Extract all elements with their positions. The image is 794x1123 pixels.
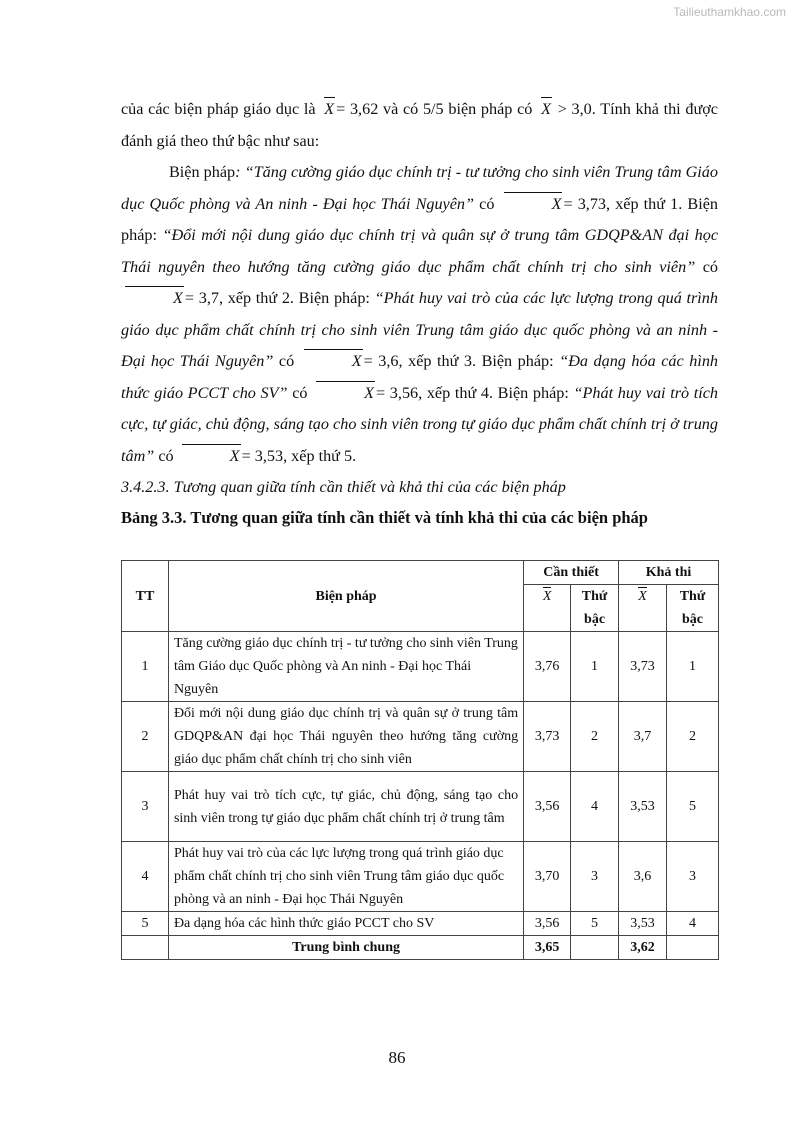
table-row xyxy=(122,632,719,702)
paragraph-2 xyxy=(121,157,718,472)
row-fea-rank: 2 xyxy=(666,702,718,772)
row-fea: 3,6 xyxy=(619,842,667,912)
row-nec-rank: 2 xyxy=(571,702,619,772)
row-nec: 3,70 xyxy=(524,842,571,912)
measure-3-value: = 3,6, xếp thứ 3. Biện pháp: xyxy=(363,352,560,370)
row-tt: 3 xyxy=(122,772,169,842)
total-nec: 3,65 xyxy=(524,936,571,960)
row-fea: 3,53 xyxy=(619,912,667,936)
p2-tail: có xyxy=(273,352,300,370)
row-fea-rank: 3 xyxy=(666,842,718,912)
row-fea-rank: 1 xyxy=(666,632,718,702)
header-nec-mean xyxy=(524,585,571,632)
x-bar-symbol: X xyxy=(543,585,552,608)
row-fea: 3,53 xyxy=(619,772,667,842)
total-nec-rank-empty xyxy=(571,936,619,960)
x-bar-symbol: X xyxy=(180,441,242,473)
table-row xyxy=(122,772,719,842)
row-fea-rank: 4 xyxy=(666,912,718,936)
table-caption: Bảng 3.3. Tương quan giữa tính cần thiết và tính khả thi của các biện pháp xyxy=(121,507,648,527)
x-bar-symbol: X xyxy=(314,378,376,410)
watermark: Tailieuthamkhao.com xyxy=(673,5,786,19)
header-tt: TT xyxy=(122,561,169,632)
row-tt: 1 xyxy=(122,632,169,702)
p2-tail: có xyxy=(474,194,500,213)
x-bar-symbol: X xyxy=(539,94,553,126)
table-header-row xyxy=(122,561,719,585)
header-necessity: Cần thiết xyxy=(524,561,619,585)
header-fea-mean xyxy=(619,585,667,632)
measure-3-quote: “Phát huy vai trò của các lực lượng trong quá trình giáo dục phẩm chất chính trị cho sinh viên Trung tâm giáo dục quốc phòng và an ninh - Đại học Thái Nguyên” xyxy=(121,289,718,370)
measure-4-value: = 3,56, xếp thứ 4. Biện pháp: xyxy=(376,383,574,402)
total-label: Trung bình chung xyxy=(168,936,523,960)
row-tt: 4 xyxy=(122,842,169,912)
row-measure: Tăng cường giáo dục chính trị - tư tưởng cho sinh viên Trung tâm Giáo dục Quốc phòng và An ninh - Đại học Thái Nguyên xyxy=(168,632,523,702)
row-tt: 2 xyxy=(122,702,169,772)
row-nec: 3,56 xyxy=(524,912,571,936)
page-number: 86 xyxy=(388,1048,406,1067)
row-tt: 5 xyxy=(122,912,169,936)
x-bar-symbol: X xyxy=(322,94,336,126)
row-nec-rank: 4 xyxy=(571,772,619,842)
p2-tail: có xyxy=(695,257,718,276)
row-nec-rank: 3 xyxy=(571,842,619,912)
measure-4-quote: “Đa dạng hóa các hình thức giáo PCCT cho SV” xyxy=(121,352,719,402)
row-nec: 3,73 xyxy=(524,702,571,772)
row-measure: Phát huy vai trò tích cực, tự giác, chủ động, sáng tạo cho sinh viên trong tự giáo dục phẩm chất chính trị ở trung tâm xyxy=(168,772,523,842)
x-bar-symbol: X xyxy=(123,283,185,315)
p1-text-b: = 3,62 và có 5/5 biện pháp có xyxy=(336,100,538,118)
measure-1-quote: : “Tăng cường giáo dục chính trị - tư tưởng cho sinh viên Trung tâm Giáo dục Quốc phòng và An ninh - Đại học Thái Nguyên” xyxy=(121,163,718,213)
header-measure: Biện pháp xyxy=(168,561,523,632)
total-tt-empty xyxy=(122,936,169,960)
p1-text-a: của các biện pháp giáo dục là xyxy=(121,100,321,118)
row-nec: 3,56 xyxy=(524,772,571,842)
table-row xyxy=(122,702,719,772)
x-bar-symbol: X xyxy=(638,585,647,608)
p2-tail: có xyxy=(154,446,178,465)
x-bar-symbol: X xyxy=(302,346,364,378)
measure-1-value: = 3,73, xếp thứ 1. Biện pháp: xyxy=(121,194,719,244)
measure-2-value: = 3,7, xếp thứ 2. Biện pháp: xyxy=(184,289,375,307)
row-measure: Đa dạng hóa các hình thức giáo PCCT cho SV xyxy=(168,912,523,936)
header-fea-rank: Thứ bậc xyxy=(666,585,718,632)
section-subheading: 3.4.2.3. Tương quan giữa tính cần thiết và khả thi của các biện pháp xyxy=(121,478,566,496)
paragraph-1 xyxy=(121,94,718,157)
table-total-row xyxy=(122,936,719,960)
row-fea: 3,73 xyxy=(619,632,667,702)
correlation-table xyxy=(121,560,719,960)
row-nec-rank: 1 xyxy=(571,632,619,702)
table-row xyxy=(122,912,719,936)
p1-text-c: > 3,0. Tính khả thi được đánh giá theo thứ bậc như sau: xyxy=(121,100,718,150)
table-row xyxy=(122,842,719,912)
header-nec-rank: Thứ bậc xyxy=(571,585,619,632)
p2-prefix: Biện pháp xyxy=(169,163,236,181)
row-measure: Đổi mới nội dung giáo dục chính trị và quân sự ở trung tâm GDQP&AN đại học Thái nguyên theo hướng tăng cường giáo dục phẩm chất chính trị cho sinh viên xyxy=(168,702,523,772)
header-feasibility: Khả thi xyxy=(619,561,719,585)
measure-5-quote: “Phát huy vai trò tích cực, tự giác, chủ động, sáng tạo cho sinh viên trong tự giáo dục phẩm chất chính trị ở trung tâm” xyxy=(121,383,719,465)
measure-2-quote: “Đổi mới nội dung giáo dục chính trị và quân sự ở trung tâm GDQP&AN đại học Thái nguyên theo hướng tăng cường giáo dục phẩm chất chính trị cho sinh viên” xyxy=(121,226,719,276)
x-bar-symbol: X xyxy=(502,189,564,221)
row-nec: 3,76 xyxy=(524,632,571,702)
total-fea: 3,62 xyxy=(619,936,667,960)
row-measure: Phát huy vai trò của các lực lượng trong quá trình giáo dục phẩm chất chính trị cho sinh viên Trung tâm giáo dục quốc phòng và an ninh - Đại học Thái Nguyên xyxy=(168,842,523,912)
row-nec-rank: 5 xyxy=(571,912,619,936)
measure-5-value: = 3,53, xếp thứ 5. xyxy=(241,446,357,465)
row-fea-rank: 5 xyxy=(666,772,718,842)
body-text xyxy=(121,94,718,531)
p2-tail: có xyxy=(287,383,313,402)
row-fea: 3,7 xyxy=(619,702,667,772)
total-fea-rank-empty xyxy=(666,936,718,960)
